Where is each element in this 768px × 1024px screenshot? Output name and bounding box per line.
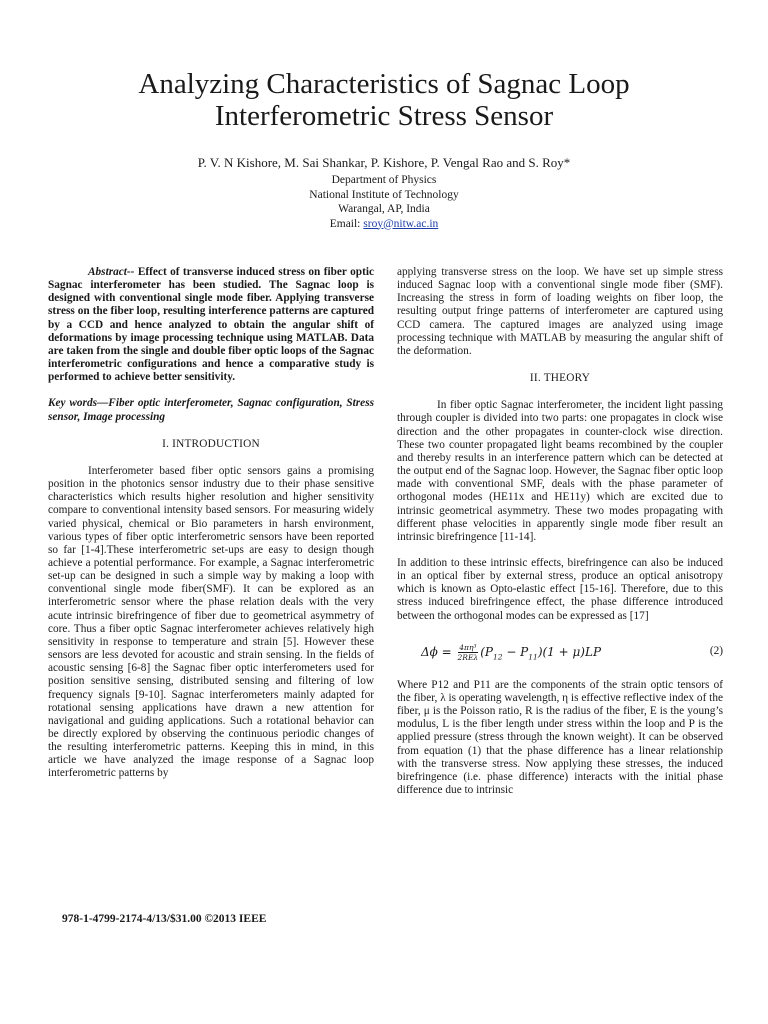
paper-title	[60, 68, 708, 132]
theory-paragraph-1: In fiber optic Sagnac interferometer, the incident light passing through coupler is divided into two parts: one propagates in clock wise direction and the other propagates in counter-clock wise direction. These two counter propagated light beams recombined by the coupler and thereby results in an interference pattern which can be detected at the output end of the Sagnac loop. However, the Sagnac fiber optic loop made with conventional SMF, deals with the phase parameter of orthogonal modes (HE11x and HE11y) which are excited due to intrinsic geometrical asymmetry. These two modes propagating with different phase velocities in apparently single mode fiber result an intrinsic birefringence [11-14].	[397, 399, 723, 543]
introduction-paragraph: Interferometer based fiber optic sensors gains a promising position in the photonics sensor industry due to their phase sensitive characteristics which results higher resolution and higher sensitivity compare to conventional intensity based sensors. For measuring widely varied physical, chemical or Bio parameters in harsh environment, various types of fiber optic interferometric sensors have been reported so far [1-4].These interferometric set-ups are easy to design though achieve a potential performance. For example, a Sagnac interferometric set-up can be designed in such a simple way by making a loop with conventional single mode fiber(SMF). It can be explored as an interferometric sensor where the phase relation deals with the very acute intrinsic birefringence of fiber due to geometrical asymmetry of core. Thus a fiber optic Sagnac interferometer achieves relatively high sensitivity in response to temperature and strain [5]. However these sensors are less devoted for acoustic and strain sensing. In the fields of acoustic sensing [6-8] the Sagnac fiber optic interferometers used for position sensitive sensing, distributed sensing and filtering of low frequency signals [9-10]. Sagnac interferometers mainly adapted for rotational sensing applications have drawn a new attention for navigational and guiding applications. Such a rotational behavior can be directly explored by observing the continuous periodic changes of the resulting interferometric patterns. Keeping this in mind, in this article we have analyzed the image response of a Sagnac loop interferometric patterns by	[48, 464, 374, 780]
left-column	[48, 266, 374, 781]
equation-fraction: $\frac{\text{4πη³}}{\text{2REλ}}$	[457, 642, 479, 662]
email-line	[60, 217, 708, 232]
abstract-text: Effect of transverse induced stress on fiber optic Sagnac interferometer has been studied. The Sagnac loop is designed with conventional single mode fiber. Applying transverse stress on the fiber loop, resulting interference patterns are captured by a CCD and hence analyzed to obtain the angular shift of deformations by image processing technique using MATLAB. Data are taken from the single and double fiber optic loops of the Sagnac interferometric configurations and hence a comparative study is performed to achieve better sensitivity.	[48, 266, 374, 384]
keywords-lead: Key words—	[48, 397, 109, 410]
email-label: Email:	[329, 217, 361, 230]
author-list: P. V. N Kishore, M. Sai Shankar, P. Kishore, P. Vengal Rao and S. Roy*	[197, 155, 571, 170]
equation-expression: Δϕ = $\frac{\text{4πη³}}{\text{2REλ}}$ $(P_{12} - P_{11})(1 + \mu)LP$	[421, 642, 602, 662]
email-link[interactable]: sroy@nitw.ac.in	[363, 217, 439, 230]
keywords-text: Fiber optic interferometer, Sagnac configuration, Stress sensor, Image processing	[48, 397, 374, 423]
location: Warangal, AP, India	[338, 203, 430, 215]
introduction-continuation: applying transverse stress on the loop. We have set up simple stress induced Sagnac loop with a conventional single mode fiber (SMF). Increasing the stress in form of loading weights on fiber loop, the resulting output fringe patterns of interferometer are captured using CCD camera. The captured images are analyzed using image processing technique with MATLAB by measuring the angular shift of the deformation.	[397, 266, 723, 357]
keywords	[48, 397, 374, 423]
section-heading-theory: II. THEORY	[529, 372, 591, 385]
equation-number: (2)	[709, 644, 723, 657]
section-heading-introduction: I. INTRODUCTION	[162, 437, 260, 450]
equation-2	[397, 633, 723, 673]
copyright-footer: 978-1-4799-2174-4/13/$31.00 ©2013 IEEE	[62, 913, 267, 925]
right-column	[397, 266, 723, 797]
theory-paragraph-2: In addition to these intrinsic effects, birefringence can also be induced in an optical fiber by external stress, produce an optical anisotropy which is known as Opto-elastic effect [15-16]. Therefore, due to this stress induced birefringence effect, the phase difference introduced between the orthogonal modes can be expressed as [17]	[397, 556, 723, 622]
department: Department of Physics	[331, 174, 437, 186]
title-line-2: Interferometric Stress Sensor	[214, 100, 554, 132]
title-line-1: Analyzing Characteristics of Sagnac Loop	[138, 68, 630, 100]
institute: National Institute of Technology	[309, 188, 459, 201]
affiliation-block	[60, 173, 708, 231]
theory-paragraph-3: Where P12 and P11 are the components of the strain optic tensors of the fiber, λ is operating wavelength, η is effective reflective index of the fiber, μ is the Poisson ratio, R is the radius of the fiber, E is the young’s modulus, L is the fiber length under stress within the loop and P is the applied pressure (stress through the known weight). It can be observed from equation (1) that the phase difference has a linear relationship with the transverse stress. Now applying these stresses, the induced birefringence (i.e. phase difference) interacts with the initial phase difference due to intrinsic	[397, 678, 723, 796]
abstract-lead: Abstract--	[88, 266, 135, 278]
abstract	[48, 266, 374, 384]
